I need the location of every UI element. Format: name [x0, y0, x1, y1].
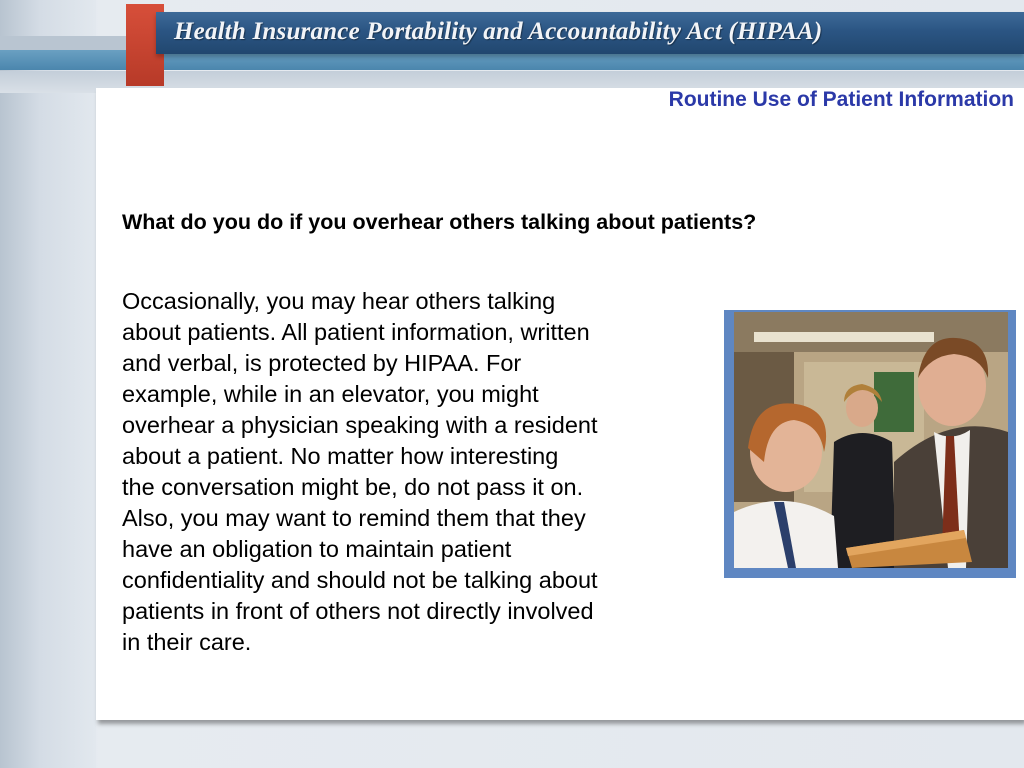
page-title: Health Insurance Portability and Accountability Act (HIPAA) [174, 18, 823, 45]
body-line: example, while in an elevator, you might [122, 381, 539, 407]
photo-illustration [734, 312, 1008, 568]
body-line: about a patient. No matter how interesting [122, 443, 559, 469]
body-line: the conversation might be, do not pass it on. [122, 474, 584, 500]
body-line: confidentiality and should not be talking about [122, 567, 598, 593]
photo-staff-conversation-icon [734, 312, 1008, 568]
body-line: have an obligation to maintain patient [122, 536, 512, 562]
body-line: Occasionally, you may hear others talking [122, 288, 556, 314]
slide-content-panel [96, 88, 1024, 720]
header-title-bar [156, 12, 1024, 54]
body-line: in their care. [122, 629, 252, 655]
body-line: and verbal, is protected by HIPAA. For [122, 350, 522, 376]
slide-question: What do you do if you overhear others talking about patients? [122, 210, 757, 234]
slide-body-text [122, 286, 712, 658]
body-line: about patients. All patient information, written [122, 319, 590, 345]
slide-subtitle: Routine Use of Patient Information [668, 88, 1014, 111]
left-background-strip [0, 0, 96, 768]
body-line: patients in front of others not directly involved [122, 598, 594, 624]
body-line: overhear a physician speaking with a resident [122, 412, 598, 438]
photo-frame [724, 310, 1016, 578]
body-line: Also, you may want to remind them that they [122, 505, 586, 531]
